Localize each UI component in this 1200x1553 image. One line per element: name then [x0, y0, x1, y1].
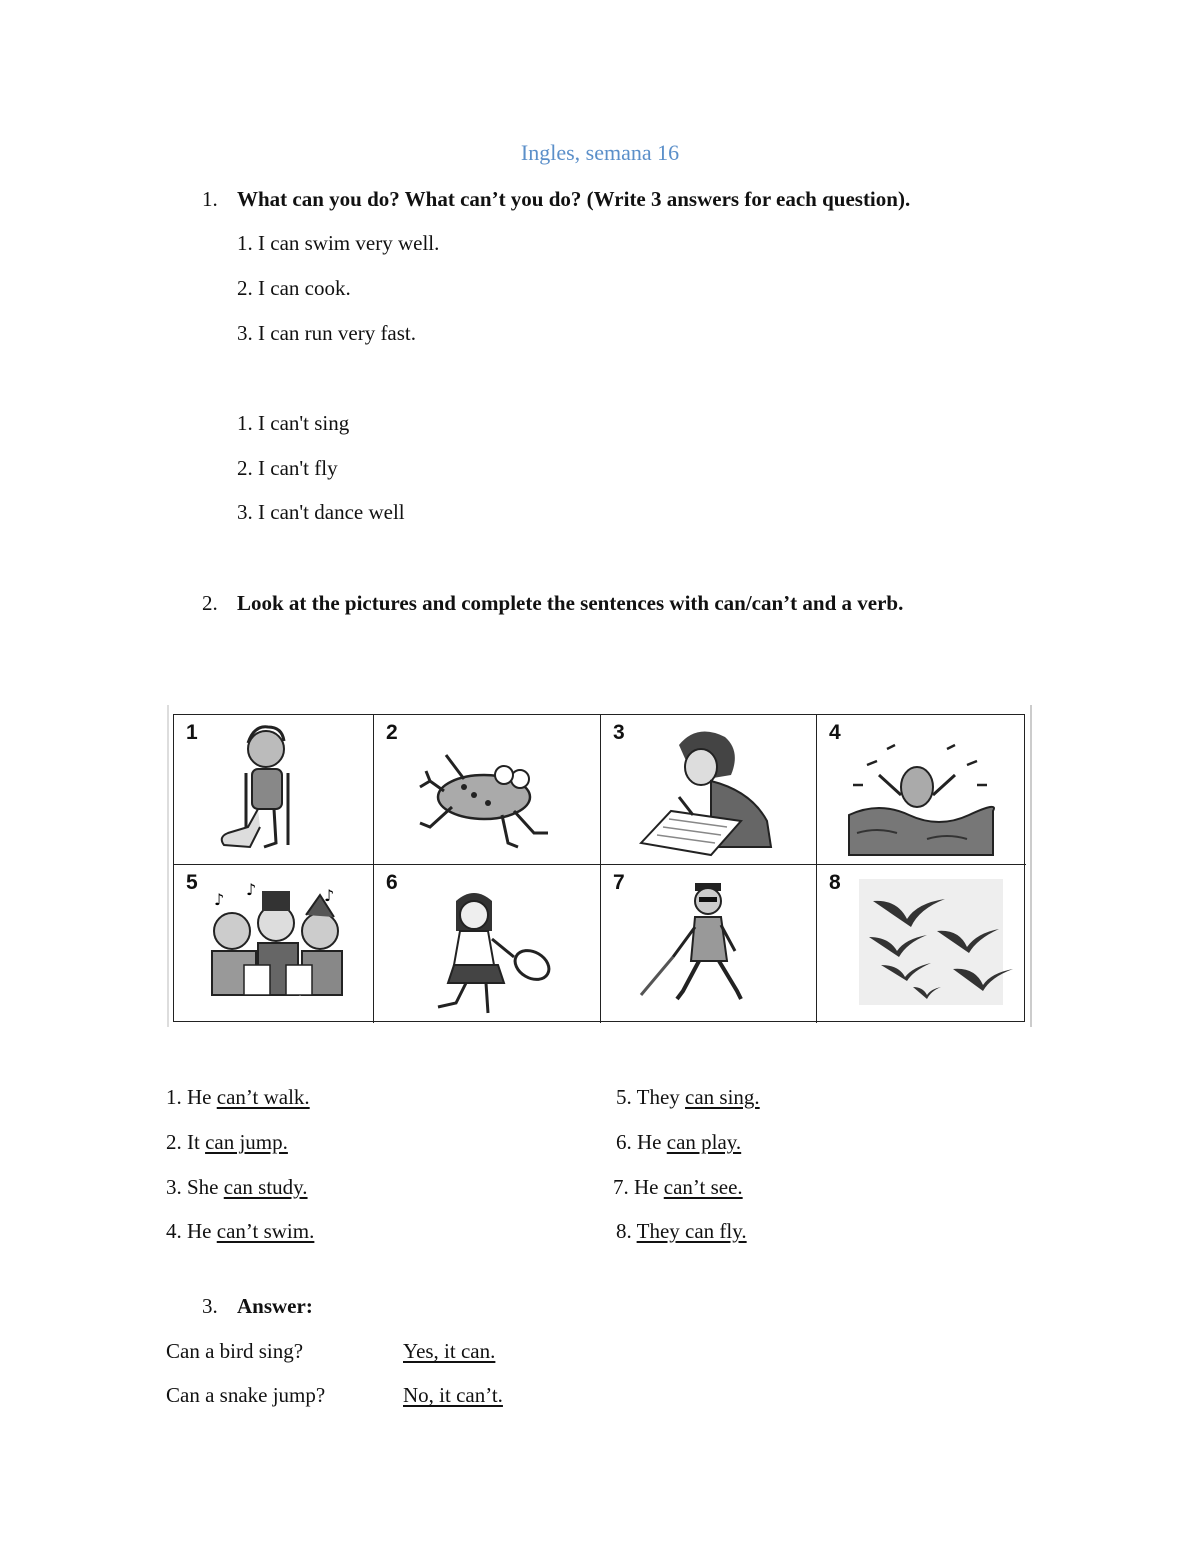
- picture-number: 8: [829, 871, 841, 894]
- q3-question-2: Can a snake jump?: [166, 1383, 326, 1407]
- sentence-7: [613, 1175, 743, 1200]
- sentence-prefix: 5. They: [616, 1085, 686, 1109]
- sentence-4: [166, 1219, 314, 1244]
- picture-cell: [374, 865, 601, 1023]
- sentence-answer: can study.: [223, 1175, 308, 1199]
- sentence-prefix: 2. It: [166, 1130, 206, 1154]
- sentence-answer: can’t walk.: [216, 1085, 310, 1109]
- picture-frame-edge: [1030, 705, 1032, 1027]
- boy-on-crutches-icon: [174, 715, 374, 865]
- picture-cell: [817, 865, 1026, 1023]
- picture-number: 4: [829, 721, 841, 744]
- girl-studying-icon: [601, 715, 817, 865]
- sentence-answer: can sing.: [685, 1085, 760, 1109]
- girl-playing-tennis-icon: [374, 865, 601, 1023]
- picture-cell: [601, 865, 817, 1023]
- question-2-number: 2.: [202, 591, 218, 615]
- can-answer-1: 1. I can swim very well.: [237, 231, 440, 255]
- cant-answer-3: 3. I can't dance well: [237, 500, 405, 524]
- sentence-2: [166, 1130, 288, 1155]
- sentence-answer: can jump.: [205, 1130, 288, 1154]
- picture-number: 7: [613, 871, 625, 894]
- question-3-prompt: Answer:: [237, 1294, 313, 1318]
- sentence-6: [616, 1130, 741, 1155]
- sentence-1: [166, 1085, 310, 1110]
- frog-jumping-icon: [374, 715, 601, 865]
- picture-cell: [174, 865, 374, 1023]
- picture-grid: [173, 714, 1025, 1022]
- sentence-prefix: 4. He: [166, 1219, 217, 1243]
- sentence-5: [616, 1085, 760, 1110]
- picture-frame-edge: [167, 705, 169, 1027]
- svg-text:♪: ♪: [246, 880, 257, 899]
- cant-answer-1: 1. I can't sing: [237, 411, 350, 435]
- picture-cell: [374, 715, 601, 865]
- sentence-3: [166, 1175, 308, 1200]
- picture-number: 1: [186, 721, 198, 744]
- blind-man-with-cane-icon: [601, 865, 817, 1023]
- sentence-prefix: 8.: [616, 1219, 637, 1243]
- sentence-answer: can’t see.: [663, 1175, 743, 1199]
- sentence-prefix: 7. He: [613, 1175, 664, 1199]
- sentence-answer: They can fly.: [636, 1219, 747, 1243]
- page-title: Ingles, semana 16: [520, 140, 680, 165]
- question-1-number: 1.: [202, 187, 218, 211]
- q3-answer-2: No, it can’t.: [403, 1383, 503, 1407]
- can-answer-3: 3. I can run very fast.: [237, 321, 417, 345]
- people-singing-icon: [174, 865, 374, 1023]
- question-3-number: 3.: [202, 1294, 218, 1318]
- sentence-prefix: 1. He: [166, 1085, 217, 1109]
- sentence-prefix: 3. She: [166, 1175, 224, 1199]
- sentence-answer: can’t swim.: [216, 1219, 315, 1243]
- picture-cell: [817, 715, 1026, 865]
- man-drowning-icon: [817, 715, 1026, 865]
- svg-text:♪: ♪: [214, 890, 225, 909]
- picture-cell: [174, 715, 374, 865]
- picture-number: 2: [386, 721, 398, 744]
- picture-cell: [601, 715, 817, 865]
- question-2-prompt: Look at the pictures and complete the sentences with can/can’t and a verb.: [237, 591, 904, 615]
- sentence-8: [616, 1219, 747, 1244]
- birds-flying-icon: [817, 865, 1026, 1023]
- picture-number: 6: [386, 871, 398, 894]
- question-1-prompt: What can you do? What can’t you do? (Write 3 answers for each question).: [237, 187, 911, 211]
- can-answer-2: 2. I can cook.: [237, 276, 351, 300]
- cant-answer-2: 2. I can't fly: [237, 456, 338, 480]
- picture-number: 5: [186, 871, 198, 894]
- svg-text:♪: ♪: [324, 886, 335, 905]
- picture-number: 3: [613, 721, 625, 744]
- sentence-prefix: 6. He: [616, 1130, 667, 1154]
- q3-answer-1: Yes, it can.: [403, 1339, 496, 1363]
- sentence-answer: can play.: [666, 1130, 742, 1154]
- q3-question-1: Can a bird sing?: [166, 1339, 304, 1363]
